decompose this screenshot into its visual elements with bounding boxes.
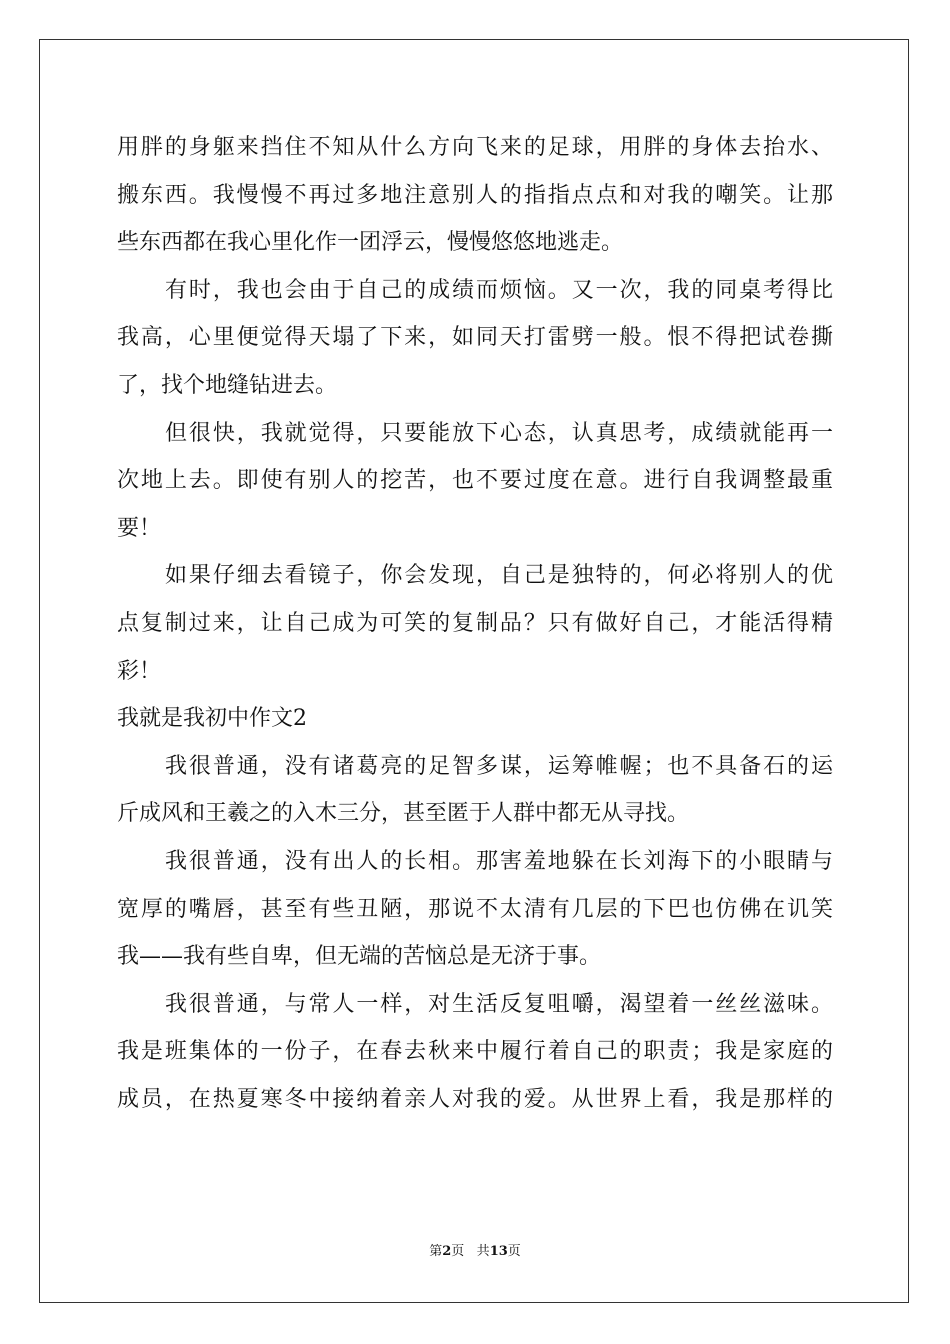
text-line: 我就是我初中作文2 (117, 706, 307, 732)
page-footer (0, 1240, 950, 1259)
text-line: 我很普通，没有诸葛亮的足智多谋，运筹帷幄；也不具备石的运 (165, 753, 833, 779)
text-line: 有时，我也会由于自己的成绩而烦恼。又一次，我的同桌考得比 (165, 277, 833, 303)
text-line: 了，找个地缝钻进去。 (117, 372, 338, 398)
footer-page-label: 第 (429, 1244, 443, 1259)
text-line: 我——我有些自卑，但无端的苦恼总是无济于事。 (117, 944, 602, 970)
footer-total-label: 共 (476, 1244, 490, 1259)
text-line: 些东西都在我心里化作一团浮云，慢慢悠悠地逃走。 (117, 230, 624, 256)
text-line: 搬东西。我慢慢不再过多地注意别人的指指点点和对我的嘲笑。让那 (117, 182, 833, 208)
text-line: 斤成风和王羲之的入木三分，甚至匿于人群中都无从寻找。 (117, 801, 690, 827)
text-line: 用胖的身躯来挡住不知从什么方向飞来的足球，用胖的身体去抬水、 (117, 135, 833, 160)
text-line: 我很普通，与常人一样，对生活反复咀嚼，渴望着一丝丝滋味。 (165, 991, 833, 1017)
text-line: 我高，心里便觉得天塌了下来，如同天打雷劈一般。恨不得把试卷撕 (117, 325, 833, 351)
text-line: 如果仔细去看镜子，你会发现，自己是独特的，何必将别人的优 (165, 563, 833, 589)
text-line: 彩！ (117, 658, 162, 684)
text-line: 次地上去。即使有别人的挖苦，也不要过度在意。进行自我调整最重 (117, 468, 833, 494)
footer-total-suffix: 页 (507, 1244, 521, 1259)
text-line: 我很普通，没有出人的长相。那害羞地躲在长刘海下的小眼睛与 (165, 848, 833, 874)
text-line: 宽厚的嘴唇，甚至有些丑陋，那说不太清有几层的下巴也仿佛在讥笑 (117, 896, 833, 922)
footer-page-suffix: 页 (451, 1244, 465, 1259)
footer-page-number: 2 (442, 1244, 452, 1259)
document-body (117, 124, 833, 1123)
text-line: 要！ (117, 515, 162, 541)
text-line: 但很快，我就觉得，只要能放下心态，认真思考，成绩就能再一 (165, 420, 833, 446)
text-line: 我是班集体的一份子，在春去秋来中履行着自己的职责；我是家庭的 (117, 1039, 833, 1065)
text-line: 成员，在热夏寒冬中接纳着亲人对我的爱。从世界上看，我是那样的 (117, 1086, 833, 1112)
text-line: 点复制过来，让自己成为可笑的复制品？只有做好自己，才能活得精 (117, 610, 833, 636)
footer-total-number: 13 (489, 1244, 508, 1259)
